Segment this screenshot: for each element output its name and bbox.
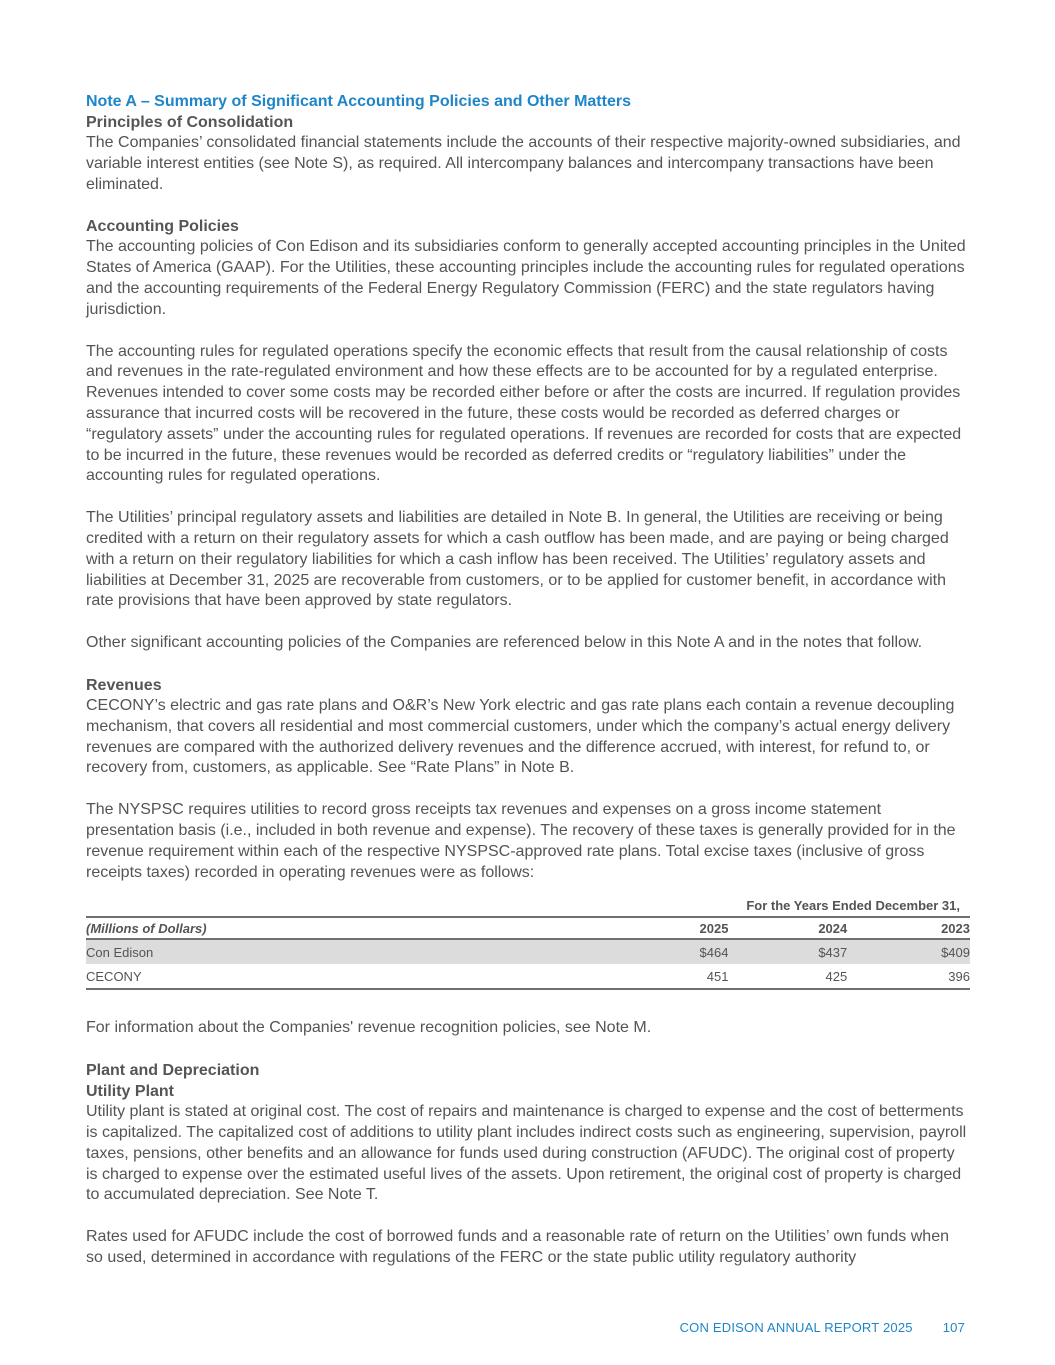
paragraph-accounting-3: The Utilities’ principal regulatory assets and liabilities are detailed in Note B. In general, the Utilities are receiving or being credited with a return on their regulatory assets for which a cash outflow has been made, and are paying or being charged with a return on their regulatory liabilities for which a cash inflow has been received. The Utilities’ regulatory assets and liabilities at December 31, 2025 are recoverable from customers, or to be applied for customer benefit, in accordance with rate provisions that have been approved by state regulators.: [86, 509, 949, 610]
table-cell: 425: [728, 964, 847, 989]
paragraph-accounting-4: Other significant accounting policies of the Companies are referenced below in this Note A and in the notes that follow.: [86, 634, 923, 652]
table-year-header: 2023: [847, 917, 970, 939]
table-row: [86, 964, 970, 989]
heading-accounting-policies: Accounting Policies: [86, 218, 239, 236]
paragraph-principles: The Companies’ consolidated financial statements include the accounts of their respective majority-owned subsidiaries, and variable interest entities (see Note S), as required. All intercompany balances and intercompany transactions have been eliminated.: [86, 134, 961, 193]
paragraph-revenues-1: CECONY’s electric and gas rate plans and O&R’s New York electric and gas rate plans each contain a revenue decoupling mechanism, that covers all residential and most commercial customers, under which the company’s actual energy delivery revenues are compared with the authorized delivery revenues and the difference accrued, with interest, for refund to, or recovery from, customers, as applicable. See “Rate Plans” in Note B.: [86, 696, 955, 777]
table-year-header: 2025: [610, 917, 729, 939]
excise-tax-table: [86, 895, 970, 990]
heading-revenues: Revenues: [86, 676, 162, 694]
table-cell: $464: [610, 939, 729, 964]
table-row-label: CECONY: [86, 964, 610, 989]
footer-report-title: CON EDISON ANNUAL REPORT 2025: [679, 1320, 913, 1335]
table-cell: 396: [847, 964, 970, 989]
table-row: [86, 939, 970, 964]
table-header-row: [86, 917, 970, 939]
table-period-header: For the Years Ended December 31,: [746, 898, 960, 914]
table-cell: 451: [610, 964, 729, 989]
table-cell: $409: [847, 939, 970, 964]
paragraph-plant-1: Utility plant is stated at original cost. The cost of repairs and maintenance is charged to expense and the cost of betterments is capitalized. The capitalized cost of additions to utility plant includes indirect costs such as engineering, supervision, payroll taxes, pensions, other benefits and an allowance for funds used during construction (AFUDC). The original cost of property is charged to expense over the estimated useful lives of the assets. Upon retirement, the original cost of property is charged to accumulated depreciation. See Note T.: [86, 1103, 967, 1204]
heading-plant: Plant and Depreciation: [86, 1062, 260, 1080]
table-cell: $437: [728, 939, 847, 964]
table-row-label: Con Edison: [86, 939, 610, 964]
footer-page-number: 107: [942, 1320, 965, 1335]
paragraph-plant-2: Rates used for AFUDC include the cost of borrowed funds and a reasonable rate of return on the Utilities’ own funds when so used, determined in accordance with regulations of the FERC or the state public utility regulatory authority: [86, 1228, 949, 1266]
page-footer: [680, 1320, 965, 1335]
paragraph-revenues-3: For information about the Companies' revenue recognition policies, see Note M.: [86, 1019, 652, 1037]
note-title: Note A – Summary of Significant Accounting Policies and Other Matters: [86, 93, 631, 110]
table-year-header: 2024: [728, 917, 847, 939]
table-period-row: [86, 895, 970, 917]
table-unit-label: (Millions of Dollars): [86, 917, 610, 939]
paragraph-revenues-2: The NYSPSC requires utilities to record gross receipts tax revenues and expenses on a gross income statement presentation basis (i.e., included in both revenue and expense). The recovery of these taxes is generally provided for in the revenue requirement within each of the respective NYSPSC-approved rate plans. Total excise taxes (inclusive of gross receipts taxes) recorded in operating revenues were as follows:: [86, 801, 956, 881]
page-content: [86, 91, 970, 1269]
heading-principles: Principles of Consolidation: [86, 114, 294, 131]
subheading-utility-plant: Utility Plant: [86, 1083, 175, 1101]
paragraph-accounting-2: The accounting rules for regulated operations specify the economic effects that result from the causal relationship of costs and revenues in the rate-regulated environment and how these effects are to be accounted for by a regulated enterprise. Revenues intended to cover some costs may be recorded either before or after the costs are incurred. If regulation provides assurance that incurred costs will be recovered in the future, these costs would be recorded as deferred charges or “regulatory assets” under the accounting rules for regulated operations. If revenues are recorded for costs that are expected to be incurred in the future, these revenues would be recorded as deferred credits or “regulatory liabilities” under the accounting rules for regulated operations.: [86, 342, 962, 485]
paragraph-accounting-1: The accounting policies of Con Edison and its subsidiaries conform to generally accepted accounting principles in the United States of America (GAAP). For the Utilities, these accounting principles include the accounting rules for regulated operations and the accounting requirements of the Federal Energy Regulatory Commission (FERC) and the state regulators having jurisdiction.: [86, 238, 966, 318]
